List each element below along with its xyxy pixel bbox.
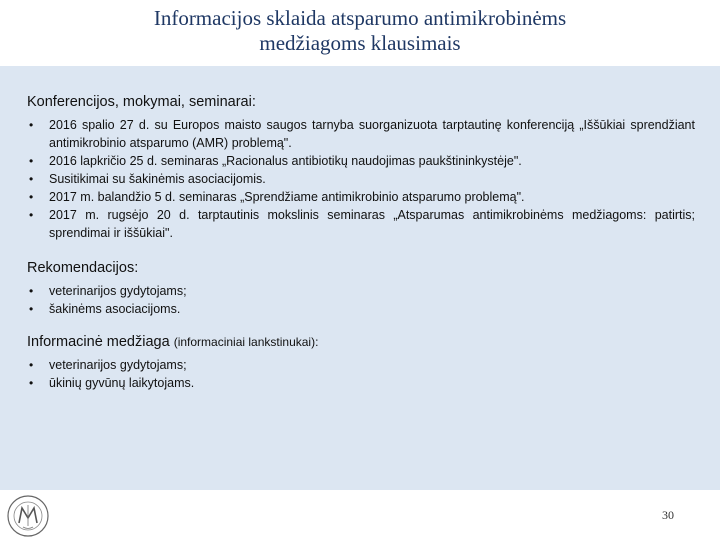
list-item: • veterinarijos gydytojams; bbox=[27, 282, 695, 300]
section-information-material bbox=[27, 332, 695, 392]
list-item: • veterinarijos gydytojams; bbox=[27, 356, 695, 374]
section-heading-note: (informaciniai lankstinukai): bbox=[173, 335, 319, 349]
section-recommendations bbox=[27, 258, 695, 318]
list-item: • Susitikimai su šakinėmis asociacijomis. bbox=[27, 170, 695, 188]
seal-logo-icon bbox=[6, 494, 50, 538]
bullet-list bbox=[27, 282, 695, 318]
list-item: • 2016 lapkričio 25 d. seminaras „Racionalus antibiotikų naudojimas paukštininkystėje". bbox=[27, 152, 695, 170]
section-heading: Konferencijos, mokymai, seminarai: bbox=[27, 94, 256, 110]
bullet-list bbox=[27, 356, 695, 392]
list-item: • 2017 m. balandžio 5 d. seminaras „Sprendžiame antimikrobinio atsparumo problemą". bbox=[27, 188, 695, 206]
slide-title bbox=[0, 6, 720, 56]
section-heading bbox=[27, 332, 695, 352]
slide-content bbox=[27, 92, 695, 406]
list-item: • ūkinių gyvūnų laikytojams. bbox=[27, 374, 695, 392]
list-item: • 2017 m. rugsėjo 20 d. tarptautinis mokslinis seminaras „Atsparumas antimikrobinėms medžiagoms: patirtis; sprendimai ir iššūkiai". bbox=[27, 206, 695, 242]
section-heading: Rekomendacijos: bbox=[27, 260, 139, 276]
slide-title-line-2: medžiagoms klausimais bbox=[259, 31, 461, 55]
list-item: • šakinėms asociacijoms. bbox=[27, 300, 695, 318]
page-number: 30 bbox=[662, 508, 674, 522]
list-item: • 2016 spalio 27 d. su Europos maisto saugos tarnyba suorganizuota tarptautinę konferenciją „Iššūkiai sprendžiant antimikrobinio atsparumo (AMR) problemą". bbox=[27, 116, 695, 152]
slide-title-line-1: Informacijos sklaida atsparumo antimikrobinėms bbox=[153, 6, 567, 30]
section-conferences bbox=[27, 92, 695, 242]
bullet-list bbox=[27, 116, 695, 242]
section-heading-main: Informacinė medžiaga bbox=[27, 334, 170, 350]
